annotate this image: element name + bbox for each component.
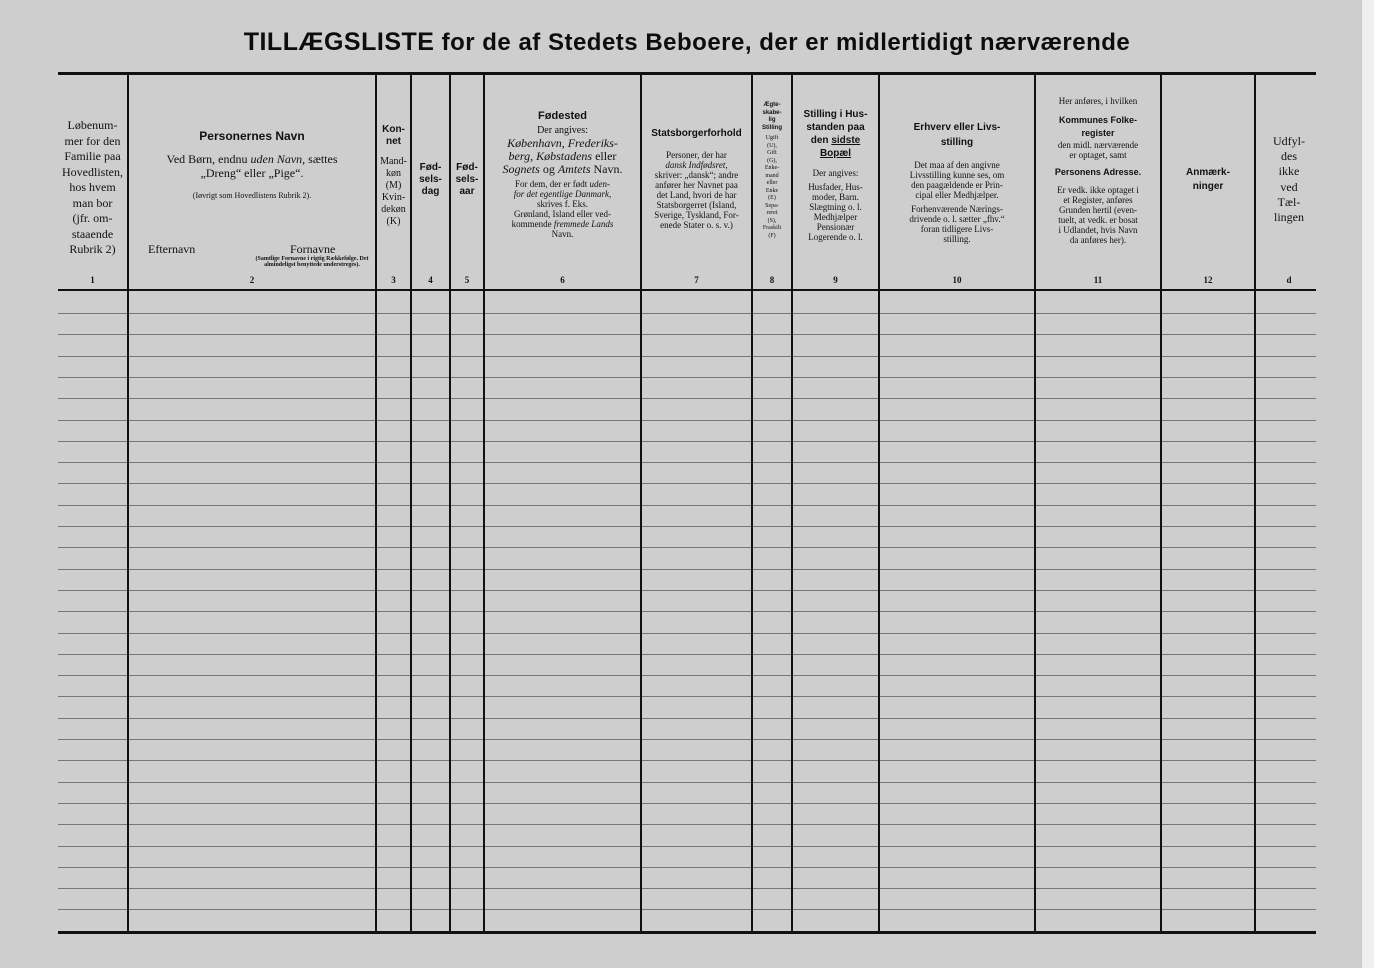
row-rule bbox=[58, 718, 1316, 719]
col11-line: den midl. nærværende bbox=[1057, 140, 1139, 150]
col10-heading: stilling bbox=[940, 137, 974, 148]
col4-number: 4 bbox=[428, 275, 433, 285]
col3-line: (M) bbox=[385, 180, 402, 191]
col8-line: reret bbox=[766, 210, 778, 216]
cold-line: des bbox=[1281, 149, 1297, 164]
col11-heading2: Personens Adresse. bbox=[1054, 167, 1142, 177]
col3-header bbox=[377, 124, 410, 228]
col8-line: Gift bbox=[767, 150, 777, 156]
column-divider bbox=[127, 75, 129, 933]
row-rule bbox=[58, 611, 1316, 612]
col2-number: 2 bbox=[249, 275, 255, 285]
col1-line: man bor bbox=[72, 195, 113, 210]
row-rule bbox=[58, 590, 1316, 591]
col9-line: Medhjælper bbox=[813, 212, 858, 222]
col11-heading: register bbox=[1081, 128, 1115, 138]
col1-line: staaende bbox=[71, 226, 114, 241]
col11-line: tuelt, at vedk. er bosat bbox=[1058, 215, 1138, 225]
header-bottom-border bbox=[58, 289, 1316, 291]
col1-line: Familie paa bbox=[64, 149, 121, 163]
col8-line: (S), bbox=[767, 217, 777, 224]
col6-number: 6 bbox=[560, 275, 565, 285]
col10-line: stilling. bbox=[943, 234, 971, 244]
col1-line: (jfr. om- bbox=[72, 211, 113, 225]
col1-line: Hovedlisten, bbox=[62, 164, 123, 179]
row-rule bbox=[58, 846, 1316, 847]
col3-number: 3 bbox=[391, 275, 396, 285]
col2-text1: Ved Børn, endnu uden Navn, sættes bbox=[166, 152, 338, 166]
col12-header bbox=[1162, 166, 1254, 194]
col11-number: 11 bbox=[1093, 275, 1103, 285]
col8-line: (E) bbox=[768, 195, 776, 201]
row-rule bbox=[58, 441, 1316, 442]
col8-line: Enke- bbox=[764, 165, 780, 171]
row-rule bbox=[58, 334, 1316, 335]
col7-number: 7 bbox=[694, 275, 699, 285]
page-edge bbox=[1362, 0, 1374, 968]
col9-heading: Bopæl bbox=[819, 148, 852, 159]
col10-line: drivende o. l. sætter „fhv.“ bbox=[909, 214, 1005, 224]
col11-line: Grunden hertil (even- bbox=[1059, 205, 1137, 215]
col5-header bbox=[451, 162, 483, 198]
row-rule bbox=[58, 675, 1316, 676]
col12-line: Anmærk- bbox=[1186, 167, 1230, 178]
col6-line: for det egentlige Danmark, bbox=[513, 189, 612, 199]
col9-header bbox=[793, 108, 878, 242]
column-divider bbox=[410, 75, 412, 933]
col3-line: (K) bbox=[386, 216, 401, 227]
row-rule bbox=[58, 782, 1316, 783]
col6-line: skrives f. Eks. bbox=[537, 199, 588, 209]
col11-heading: Kommunes Folke- bbox=[1058, 115, 1137, 125]
col10-line: foran tidligere Livs- bbox=[920, 224, 994, 234]
col11-header bbox=[1036, 96, 1160, 245]
col1-number: 1 bbox=[90, 275, 95, 285]
form-title-rest: for de af Stedets Beboere, der er midlertidigt nærværende bbox=[441, 29, 1131, 56]
row-rule bbox=[58, 654, 1316, 655]
row-rule bbox=[58, 888, 1316, 889]
col4-header bbox=[412, 162, 449, 198]
col7-line: Statsborgerret (Island, bbox=[656, 200, 737, 210]
col8-line: (U), bbox=[767, 142, 777, 149]
col8-heading: skabe- bbox=[762, 109, 782, 116]
col8-heading: lig bbox=[768, 117, 776, 123]
col9-line: Pensionær bbox=[816, 222, 855, 232]
col3-line: Kvin- bbox=[381, 192, 406, 203]
col8-line: Fraskilt bbox=[762, 225, 782, 231]
row-rule bbox=[58, 867, 1316, 868]
col8-line: Sepa- bbox=[765, 202, 779, 209]
col7-line: anfører her Navnet paa bbox=[655, 180, 738, 190]
row-rule bbox=[58, 313, 1316, 314]
cold-line: Udfyl- bbox=[1273, 134, 1305, 148]
row-rule bbox=[58, 909, 1316, 910]
cold-line: Tæl- bbox=[1277, 194, 1301, 209]
col9-number: 9 bbox=[833, 275, 838, 285]
col9-line: Logerende o. l. bbox=[808, 232, 863, 242]
col7-line: dansk Indfødsret, bbox=[665, 160, 728, 170]
col6-line: Der angives: bbox=[537, 125, 588, 136]
col10-line: den paagældende er Prin- bbox=[911, 180, 1003, 190]
col10-line: Forhenværende Nærings- bbox=[911, 204, 1003, 214]
col7-line: Sverige, Tyskland, For- bbox=[654, 210, 739, 220]
row-rule bbox=[58, 356, 1316, 357]
col5-line: aar bbox=[459, 186, 475, 197]
col7-line: skriver: „dansk“; andre bbox=[654, 170, 739, 180]
col1-line: Løbenum- bbox=[67, 118, 118, 132]
row-rule bbox=[58, 569, 1316, 570]
col2-heading: Personernes Navn bbox=[199, 129, 305, 143]
col3-line: køn bbox=[386, 168, 401, 179]
col11-line: da anføres her). bbox=[1069, 235, 1127, 245]
col6-header bbox=[485, 110, 640, 239]
row-rule bbox=[58, 696, 1316, 697]
col8-line: mand bbox=[765, 172, 779, 179]
col10-line: Livsstilling kunne ses, om bbox=[909, 170, 1005, 180]
col7-heading: Statsborgerforhold bbox=[651, 128, 742, 139]
col11-line: Er vedk. ikke optaget i bbox=[1057, 185, 1139, 195]
col6-line: Grønland, Island eller ved- bbox=[514, 209, 611, 219]
header-top-border bbox=[58, 72, 1316, 75]
col12-number: 12 bbox=[1203, 275, 1213, 285]
row-rule bbox=[58, 483, 1316, 484]
col11-line: er optaget, samt bbox=[1069, 150, 1127, 160]
col8-header bbox=[753, 102, 791, 240]
col7-line: Personer, der har bbox=[666, 150, 727, 160]
row-rule bbox=[58, 526, 1316, 527]
col2-sub-efternavn: Efternavn bbox=[148, 242, 196, 256]
row-rule bbox=[58, 462, 1316, 463]
col9-line: moder, Barn. bbox=[812, 192, 859, 202]
row-rule bbox=[58, 739, 1316, 740]
col6-line: Sognets og Amtets Navn. bbox=[502, 162, 623, 176]
table-bottom-border bbox=[58, 931, 1316, 934]
col3-heading: net bbox=[386, 136, 401, 147]
col3-line: dekøn bbox=[381, 204, 406, 215]
row-rule bbox=[58, 633, 1316, 634]
col2-note: (Iøvrigt som Hovedlistens Rubrik 2). bbox=[192, 191, 312, 200]
cold-number: d bbox=[1286, 275, 1292, 285]
col10-number: 10 bbox=[952, 275, 962, 285]
col11-line: i Udlandet, hvis Navn bbox=[1058, 225, 1138, 235]
col10-header bbox=[880, 120, 1034, 244]
col6-line: For dem, der er født uden- bbox=[515, 179, 610, 189]
col1-line: Rubrik 2) bbox=[69, 242, 116, 256]
col8-line: Enke bbox=[765, 187, 779, 194]
col9-heading: standen paa bbox=[806, 122, 865, 133]
col2-text2: „Dreng“ eller „Pige“. bbox=[200, 166, 304, 180]
col6-line: Navn. bbox=[551, 229, 574, 239]
row-rule bbox=[58, 420, 1316, 421]
cold-line: lingen bbox=[1274, 210, 1304, 225]
form-title-lead: TILLÆGSLISTE bbox=[243, 28, 435, 56]
col7-header bbox=[642, 128, 751, 230]
col1-line: hos hvem bbox=[69, 180, 116, 194]
col8-line: eller bbox=[766, 180, 778, 186]
cold-line: ikke bbox=[1278, 164, 1300, 179]
col6-heading: Fødested bbox=[538, 110, 587, 122]
col6-line: kommende fremmede Lands bbox=[511, 219, 614, 229]
col9-line: Der angives: bbox=[812, 168, 859, 178]
col5-line: sels- bbox=[455, 174, 479, 185]
col11-top: Her anføres, i hvilken bbox=[1058, 96, 1138, 106]
col8-line: (F) bbox=[768, 232, 776, 239]
col6-line: berg, Købstadens eller bbox=[508, 149, 617, 163]
col4-line: dag bbox=[421, 186, 440, 197]
row-rule bbox=[58, 803, 1316, 804]
row-rule bbox=[58, 398, 1316, 399]
col1-header bbox=[58, 118, 127, 258]
col1-line: mer for den bbox=[64, 133, 121, 148]
row-rule bbox=[58, 824, 1316, 825]
form-title bbox=[0, 28, 1374, 57]
col5-line: Fød- bbox=[456, 162, 478, 173]
col10-heading: Erhverv eller Livs- bbox=[913, 122, 1001, 133]
col2-sub-fornavne: Fornavne bbox=[290, 242, 336, 256]
col9-heading: Stilling i Hus- bbox=[803, 109, 868, 120]
col8-heading: Stilling bbox=[762, 124, 782, 131]
col2-header bbox=[129, 130, 375, 202]
col8-line: Ugift bbox=[765, 135, 779, 141]
row-rule bbox=[58, 505, 1316, 506]
col9-heading: den sidste bbox=[810, 135, 861, 146]
col6-line: København, Frederiks- bbox=[507, 136, 618, 150]
col8-number: 8 bbox=[769, 275, 775, 285]
col12-line: ninger bbox=[1192, 181, 1224, 192]
col8-heading: Ægte- bbox=[763, 102, 781, 108]
col7-line: enede Stater o. s. v.) bbox=[660, 220, 733, 230]
col4-line: sels- bbox=[419, 174, 442, 185]
column-divider bbox=[1160, 75, 1162, 933]
col3-heading: Kon- bbox=[382, 124, 405, 135]
col9-line: Slægtning o. l. bbox=[809, 202, 862, 212]
col7-line: det Land, hvori de har bbox=[656, 190, 737, 200]
col5-number: 5 bbox=[464, 275, 470, 285]
col11-line: et Register, anføres bbox=[1063, 195, 1133, 205]
col8-line: (G), bbox=[767, 157, 777, 164]
row-rule bbox=[58, 760, 1316, 761]
col10-line: Det maa af den angivne bbox=[914, 160, 1000, 170]
col9-line: Husfader, Hus- bbox=[808, 182, 863, 192]
col3-line: Mand- bbox=[380, 156, 407, 167]
column-divider bbox=[449, 75, 451, 933]
row-rule bbox=[58, 377, 1316, 378]
col2-sub-note: (Samtlige Fornavne i rigtig Rækkefølge. Det almindeligst benyttede understreges). bbox=[255, 256, 369, 268]
cold-line: ved bbox=[1280, 179, 1298, 194]
col4-line: Fød- bbox=[419, 162, 442, 173]
col10-line: cipal eller Medhjælper. bbox=[915, 190, 999, 200]
cold-header bbox=[1256, 134, 1322, 225]
row-rule bbox=[58, 547, 1316, 548]
